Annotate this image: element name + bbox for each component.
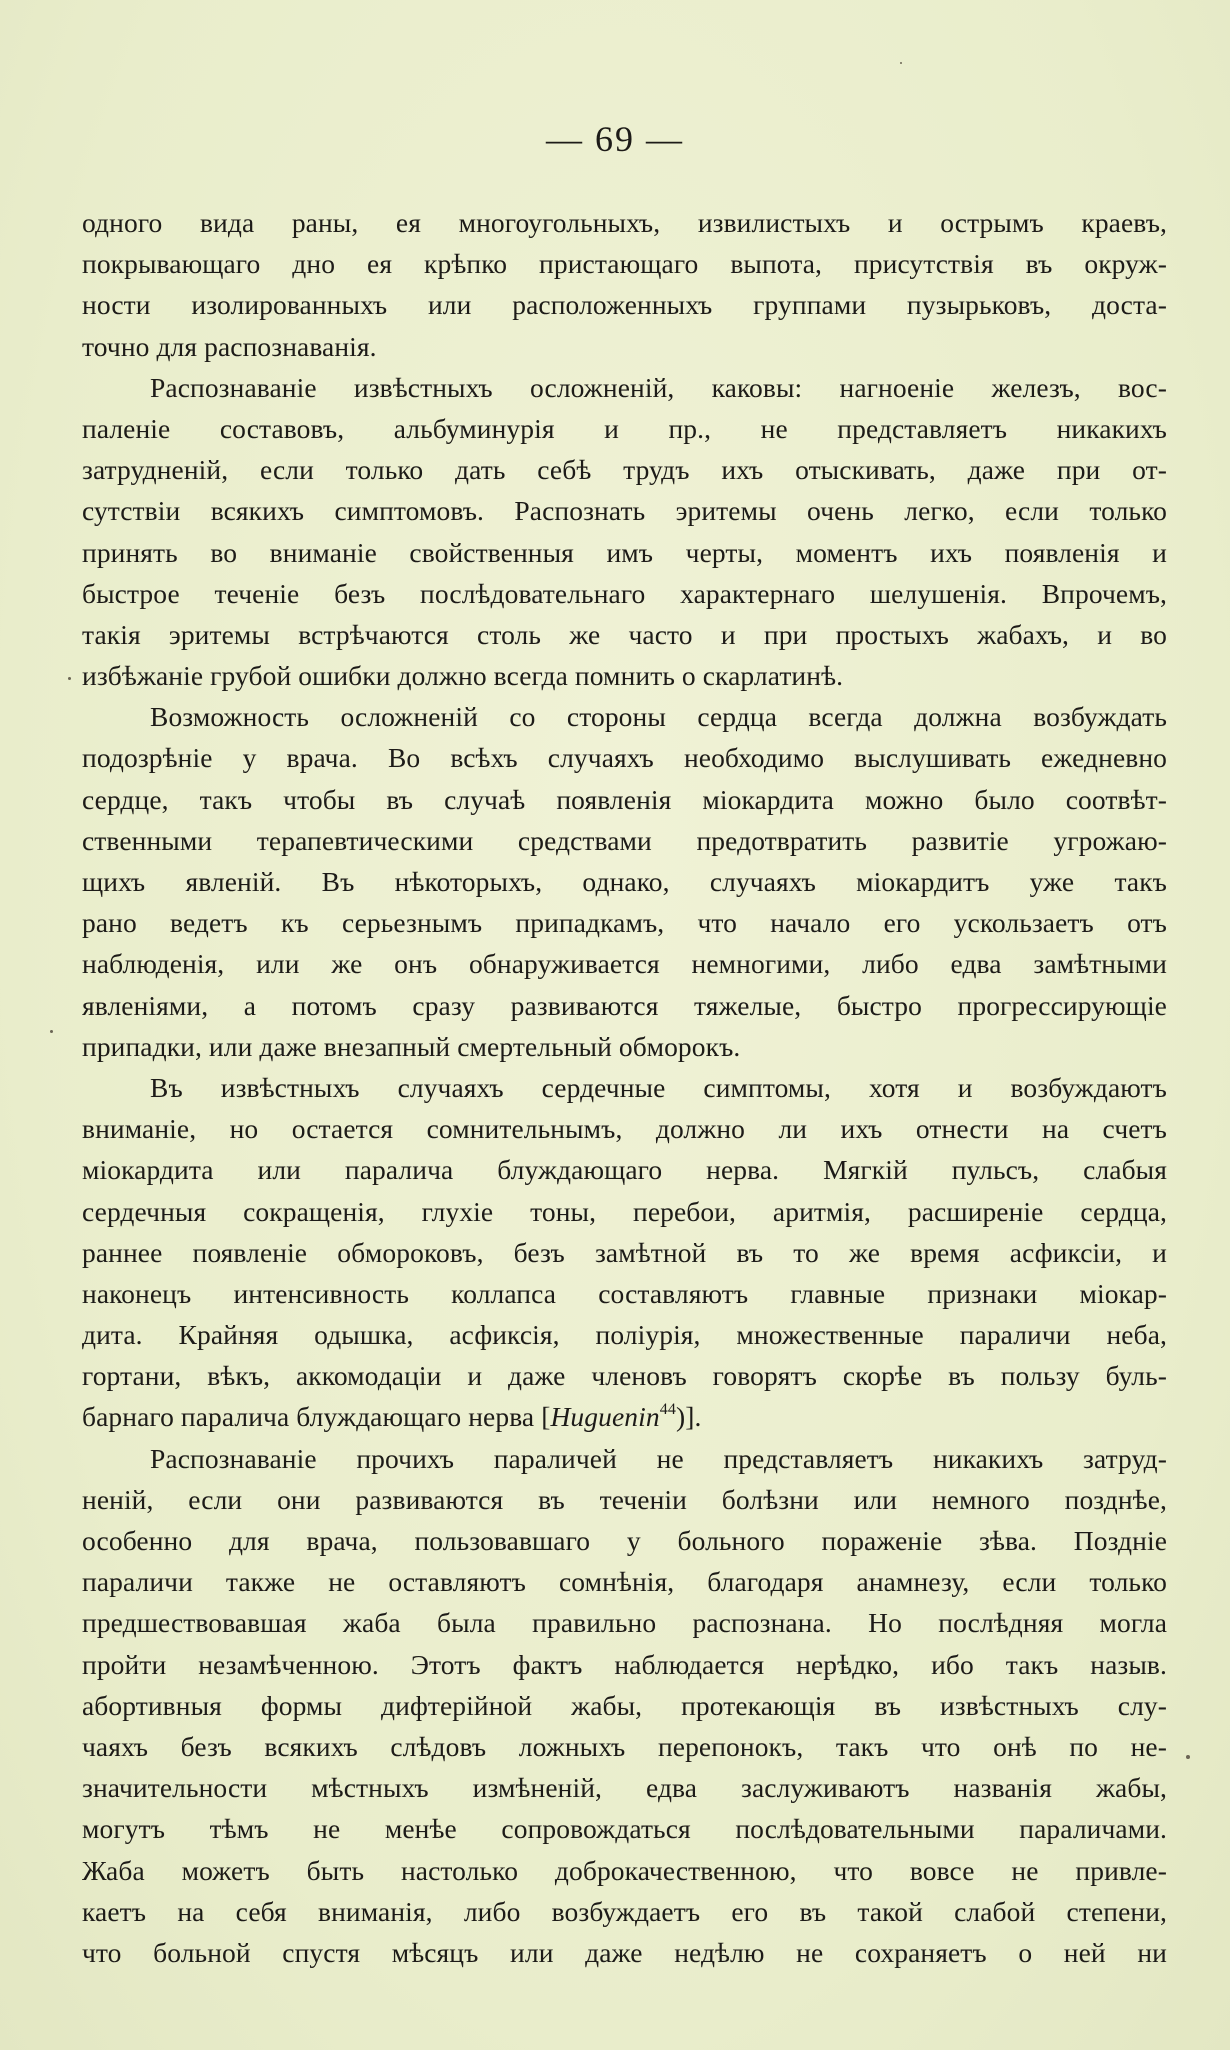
text-line: Возможность осложненій со стороны сердца всегда должна возбуждать [150,701,1167,733]
text-line-with-citation [82,1396,1167,1437]
text-line: пройти незамѣченною. Этотъ фактъ наблюдается нерѣдко, ибо такъ назыв. [82,1648,1167,1680]
text-line: вниманіе, но остается сомнительнымъ, должно ли ихъ отнести на счетъ [82,1113,1167,1145]
text-line: припадки, или даже внезапный смертельный обморокъ. [82,1030,741,1062]
citation-author: Huguenin [550,1401,660,1433]
text-line: паленіе составовъ, альбуминурія и пр., не представляетъ никакихъ [82,412,1167,444]
text-line: раннее появленіе обмороковъ, безъ замѣтной въ то же время асфиксіи, и [82,1236,1167,1268]
text-line: что больной спустя мѣсяцъ или даже недѣлю не сохраняетъ о ней ни [82,1936,1167,1968]
text-line: покрывающаго дно ея крѣпко пристающаго выпота, присутствія въ окруж- [82,248,1167,280]
text-line: сердце, такъ чтобы въ случаѣ появленія міокардита можно было соотвѣт- [82,783,1167,815]
text-line: чаяхъ безъ всякихъ слѣдовъ ложныхъ перепонокъ, такъ что онѣ по не- [82,1730,1167,1762]
text-line: подозрѣніе у врача. Во всѣхъ случаяхъ необходимо выслушивать ежедневно [82,742,1167,774]
text-line: Жаба можетъ быть настолько доброкачественною, что вовсе не привле- [82,1854,1167,1886]
text-line: принять во вниманіе свойственныя имъ черты, моментъ ихъ появленія и [82,536,1167,568]
text-line: гортани, вѣкъ, аккомодаціи и даже членовъ говорятъ скорѣе въ пользу буль- [82,1360,1167,1392]
text-line: затрудненій, если только дать себѣ трудъ ихъ отыскивать, даже при от- [82,454,1167,486]
text-line: значительности мѣстныхъ измѣненій, едва заслуживаютъ названія жабы, [82,1772,1167,1804]
text-line: ственными терапевтическими средствами предотвратить развитіе угрожаю- [82,824,1167,856]
text-line: ности изолированныхъ или расположенныхъ группами пузырьковъ, доста- [82,289,1167,321]
text-line: предшествовавшая жаба была правильно распознана. Но послѣдняя могла [82,1607,1167,1639]
text-line: наблюденія, или же онъ обнаруживается немногими, либо едва замѣтными [82,948,1167,980]
text-line: сутствіи всякихъ симптомовъ. Распознать эритемы очень легко, если только [82,495,1167,527]
text-line: рано ведетъ къ серьезнымъ припадкамъ, что начало его ускользаетъ отъ [82,907,1167,939]
text-line: параличи также не оставляютъ сомнѣнія, благодаря анамнезу, если только [82,1566,1167,1598]
text-line: такія эритемы встрѣчаются столь же часто и при простыхъ жабахъ, и во [82,618,1167,650]
citation-reference: 44 [659,1401,676,1419]
text-line: Распознаваніе прочихъ параличей не представляетъ никакихъ затруд- [150,1442,1167,1474]
text-fragment: барнаго паралича блуждающаго нерва [ [82,1401,551,1433]
text-line: міокардита или паралича блуждающаго нерва. Мягкій пульсъ, слабыя [82,1154,1167,1186]
text-line: Распознаваніе извѣстныхъ осложненій, каковы: нагноеніе железъ, вос- [150,371,1167,403]
body-text [82,202,1167,1973]
text-line: дита. Крайняя одышка, асфиксія, поліурія, множественные параличи неба, [82,1319,1167,1351]
text-line: абортивныя формы дифтерійной жабы, протекающія въ извѣстныхъ слу- [82,1689,1167,1721]
text-line: наконецъ интенсивность коллапса составляютъ главные признаки міокар- [82,1277,1167,1309]
text-line: Въ извѣстныхъ случаяхъ сердечные симптомы, хотя и возбуждаютъ [150,1071,1167,1103]
text-line: особенно для врача, пользовавшаго у больного пораженіе зѣва. Поздніе [82,1525,1167,1556]
text-line: сердечныя сокращенія, глухіе тоны, перебои, аритмія, расширеніе сердца, [82,1195,1167,1227]
paper-speck [68,677,71,680]
text-line: явленіями, а потомъ сразу развиваются тяжелые, быстро прогрессирующіе [82,989,1167,1021]
paper-speck [50,1030,53,1033]
text-line: могутъ тѣмъ не менѣе сопровождаться послѣдовательными параличами. [82,1813,1167,1845]
text-line: избѣжаніе грубой ошибки должно всегда помнить о скарлатинѣ. [82,660,844,692]
text-line: точно для распознаванія. [82,330,377,362]
citation-close: )]. [675,1401,702,1433]
paper-speck [900,62,902,64]
text-line: быстрое теченіе безъ послѣдовательнаго характернаго шелушенія. Впрочемъ, [82,577,1167,609]
text-line: каетъ на себя вниманія, либо возбуждаетъ его въ такой слабой степени, [82,1895,1167,1927]
page-number: — 69 — [546,119,684,159]
text-line: одного вида раны, ея многоугольныхъ, извилистыхъ и острымъ краевъ, [82,207,1167,238]
text-line: неній, если они развиваются въ теченіи болѣзни или немного позднѣе, [82,1483,1167,1515]
text-line: щихъ явленій. Въ нѣкоторыхъ, однако, случаяхъ міокардитъ уже такъ [82,866,1167,897]
paper-speck [1186,1755,1190,1759]
